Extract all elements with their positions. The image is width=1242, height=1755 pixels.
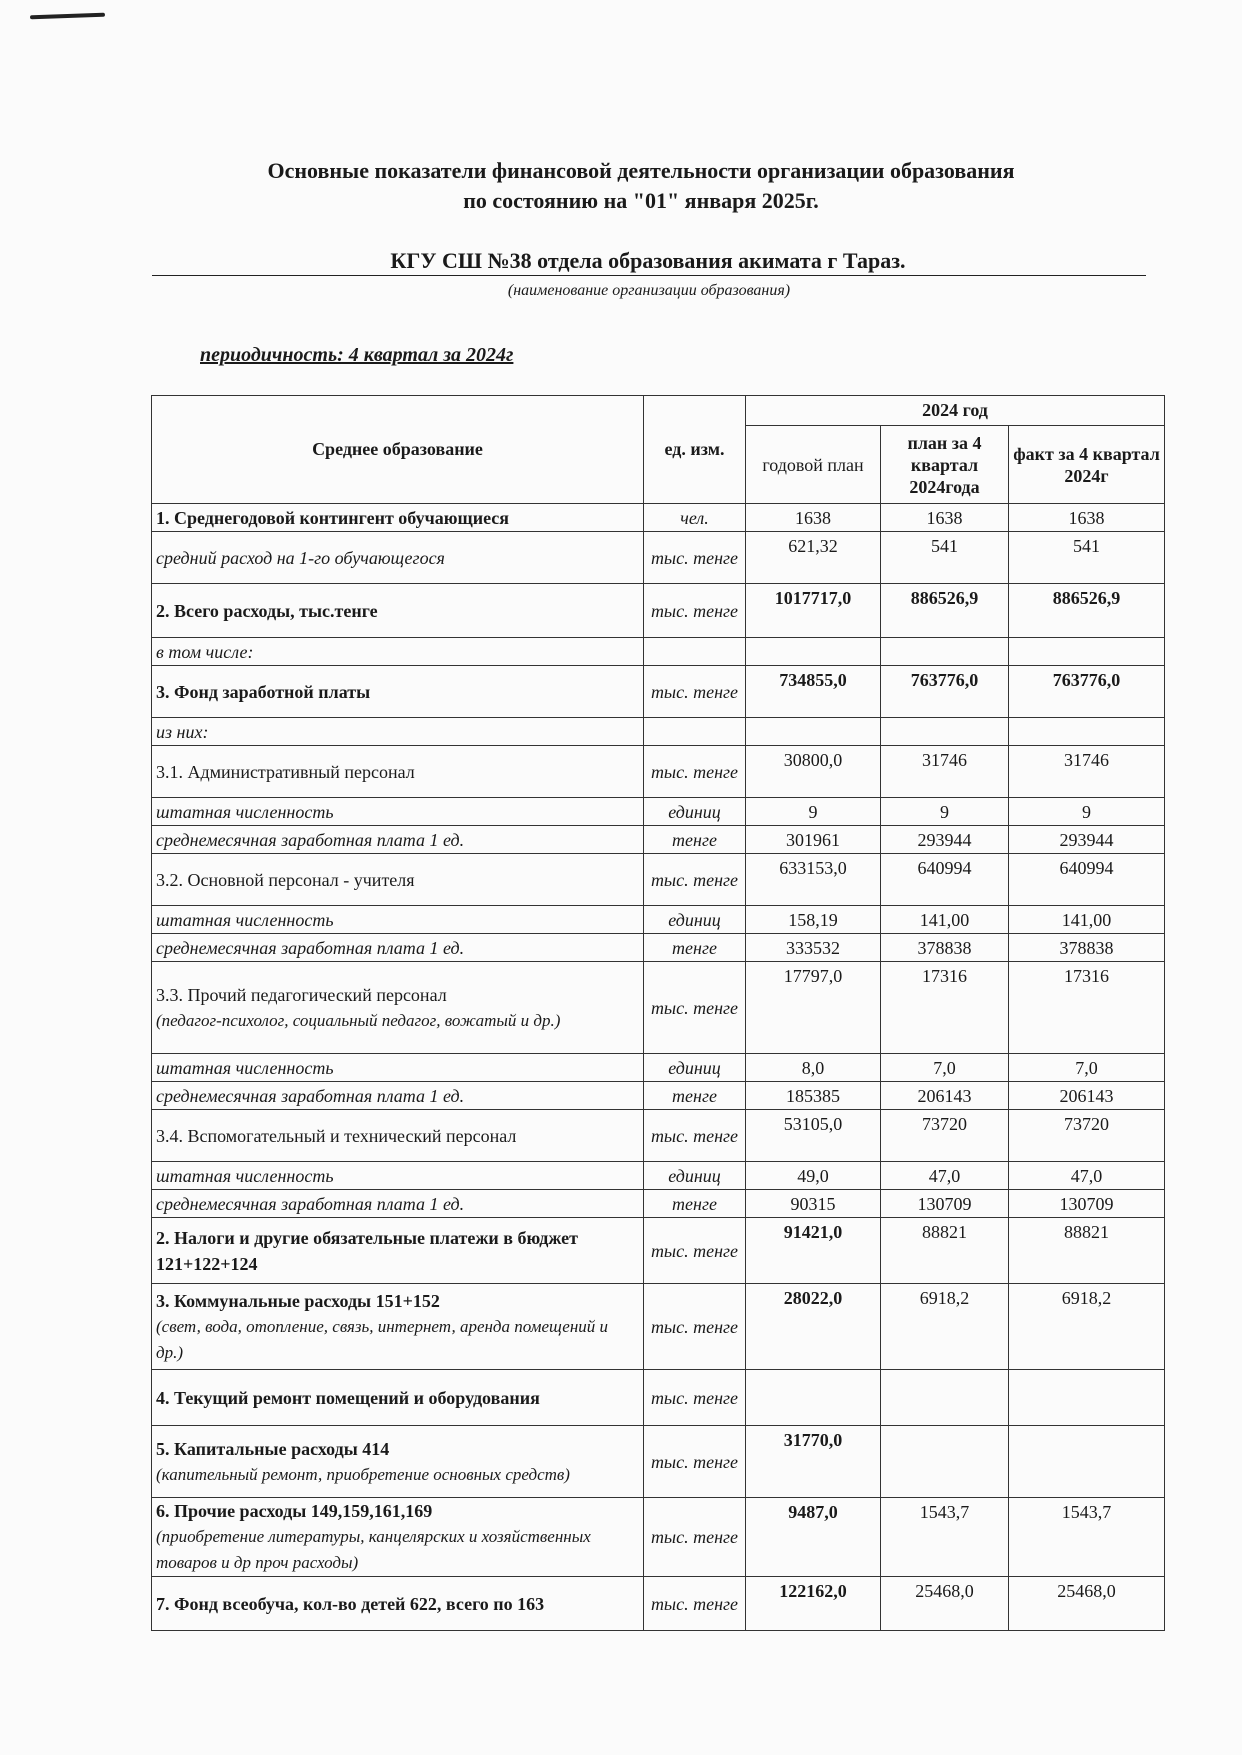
- table-row: [152, 1498, 1165, 1577]
- row-label: [152, 854, 644, 906]
- header-unit: ед. изм.: [644, 396, 746, 504]
- row-label-text: 3.3. Прочий педагогический персонал: [156, 984, 447, 1005]
- cell-fact: 1543,7: [1009, 1498, 1165, 1577]
- row-label-text: 2. Налоги и другие обязательные платежи в бюджет 121+122+124: [156, 1227, 578, 1274]
- row-unit: [644, 718, 746, 746]
- cell-annual: 301961: [746, 826, 881, 854]
- row-label: [152, 746, 644, 798]
- cell-annual: 158,19: [746, 906, 881, 934]
- table-row: [152, 962, 1165, 1054]
- cell-plan: 141,00: [881, 906, 1009, 934]
- cell-fact: 130709: [1009, 1190, 1165, 1218]
- table-row: [152, 1190, 1165, 1218]
- row-unit: тенге: [644, 826, 746, 854]
- cell-annual: [746, 718, 881, 746]
- document-title: Основные показатели финансовой деятельности организации образования: [267, 158, 1015, 183]
- table-row: [152, 1054, 1165, 1082]
- row-label-text: 2. Всего расходы, тыс.тенге: [156, 600, 378, 621]
- row-sublabel: (капительный ремонт, приобретение основных средств): [156, 1464, 570, 1484]
- cell-fact: 206143: [1009, 1082, 1165, 1110]
- table-row: [152, 718, 1165, 746]
- table-row: [152, 934, 1165, 962]
- cell-fact: 31746: [1009, 746, 1165, 798]
- cell-annual: 91421,0: [746, 1218, 881, 1284]
- document-title-date: по состоянию на "01" января 2025г.: [463, 188, 819, 213]
- cell-annual: 9487,0: [746, 1498, 881, 1577]
- cell-annual: 49,0: [746, 1162, 881, 1190]
- cell-fact: 640994: [1009, 854, 1165, 906]
- cell-annual: 9: [746, 798, 881, 826]
- cell-plan: 6918,2: [881, 1284, 1009, 1370]
- row-unit: тенге: [644, 1190, 746, 1218]
- row-label: [152, 666, 644, 718]
- cell-plan: 25468,0: [881, 1577, 1009, 1631]
- row-unit: тыс. тенге: [644, 962, 746, 1054]
- row-unit: тенге: [644, 1082, 746, 1110]
- cell-plan: [881, 638, 1009, 666]
- row-unit: тыс. тенге: [644, 1577, 746, 1631]
- table-row: [152, 666, 1165, 718]
- row-label-text: из них:: [156, 721, 209, 742]
- row-unit: единиц: [644, 906, 746, 934]
- row-label: [152, 1370, 644, 1426]
- cell-fact: 7,0: [1009, 1054, 1165, 1082]
- header-annual-plan: годовой план: [746, 426, 881, 504]
- row-label: [152, 638, 644, 666]
- cell-annual: 633153,0: [746, 854, 881, 906]
- row-label-text: 1. Среднегодовой контингент обучающиеся: [156, 507, 510, 528]
- cell-plan: 640994: [881, 854, 1009, 906]
- cell-annual: 122162,0: [746, 1577, 881, 1631]
- row-label: [152, 1426, 644, 1498]
- cell-plan: 31746: [881, 746, 1009, 798]
- row-label: [152, 934, 644, 962]
- cell-plan: 47,0: [881, 1162, 1009, 1190]
- cell-fact: 25468,0: [1009, 1577, 1165, 1631]
- cell-plan: 206143: [881, 1082, 1009, 1110]
- cell-fact: 293944: [1009, 826, 1165, 854]
- cell-annual: 734855,0: [746, 666, 881, 718]
- table-row: [152, 584, 1165, 638]
- cell-plan: [881, 718, 1009, 746]
- cell-plan: 763776,0: [881, 666, 1009, 718]
- row-label: [152, 1110, 644, 1162]
- row-label: [152, 718, 644, 746]
- row-label: [152, 826, 644, 854]
- row-unit: [644, 638, 746, 666]
- table-row: [152, 1577, 1165, 1631]
- row-label-text: 3.2. Основной персонал - учителя: [156, 869, 415, 890]
- cell-fact: 763776,0: [1009, 666, 1165, 718]
- row-unit: тыс. тенге: [644, 532, 746, 584]
- cell-fact: 6918,2: [1009, 1284, 1165, 1370]
- cell-plan: [881, 1370, 1009, 1426]
- corner-pen-mark: [30, 13, 105, 20]
- cell-annual: 333532: [746, 934, 881, 962]
- row-label: [152, 1190, 644, 1218]
- table-row: [152, 504, 1165, 532]
- row-unit: тыс. тенге: [644, 1218, 746, 1284]
- cell-plan: 7,0: [881, 1054, 1009, 1082]
- row-label: [152, 1162, 644, 1190]
- row-label-text: средний расход на 1-го обучающегося: [156, 547, 445, 568]
- row-label: [152, 1284, 644, 1370]
- row-unit: единиц: [644, 798, 746, 826]
- cell-fact: 541: [1009, 532, 1165, 584]
- cell-fact: 47,0: [1009, 1162, 1165, 1190]
- cell-fact: [1009, 1370, 1165, 1426]
- cell-annual: 90315: [746, 1190, 881, 1218]
- row-label: [152, 1082, 644, 1110]
- row-label-text: 6. Прочие расходы 149,159,161,169: [156, 1501, 433, 1521]
- organization-caption: (наименование организации образования): [507, 282, 791, 299]
- row-sublabel: (приобретение литературы, канцелярских и хозяйственных товаров и др проч расходы): [156, 1527, 591, 1572]
- row-label: [152, 798, 644, 826]
- row-label-text: штатная численность: [156, 801, 334, 822]
- row-label: [152, 1577, 644, 1631]
- row-label: [152, 1218, 644, 1284]
- table-row: [152, 1370, 1165, 1426]
- cell-annual: 1638: [746, 504, 881, 532]
- table-row: [152, 1218, 1165, 1284]
- row-sublabel: (педагог-психолог, социальный педагог, вожатый и др.): [156, 1010, 561, 1030]
- cell-annual: 31770,0: [746, 1426, 881, 1498]
- cell-plan: 378838: [881, 934, 1009, 962]
- cell-fact: [1009, 1426, 1165, 1498]
- row-unit: тыс. тенге: [644, 1370, 746, 1426]
- cell-annual: 185385: [746, 1082, 881, 1110]
- cell-fact: 88821: [1009, 1218, 1165, 1284]
- table-row: [152, 1110, 1165, 1162]
- row-label-text: в том числе:: [156, 641, 254, 662]
- row-unit: единиц: [644, 1054, 746, 1082]
- cell-annual: 1017717,0: [746, 584, 881, 638]
- row-unit: тыс. тенге: [644, 1426, 746, 1498]
- row-label-text: среднемесячная заработная плата 1 ед.: [156, 937, 465, 958]
- organization-name: КГУ СШ №38 отдела образования акимата г Тараз.: [390, 248, 906, 273]
- row-unit: тыс. тенге: [644, 1110, 746, 1162]
- table-row: [152, 1162, 1165, 1190]
- row-unit: тыс. тенге: [644, 666, 746, 718]
- cell-fact: [1009, 638, 1165, 666]
- cell-fact: [1009, 718, 1165, 746]
- row-label-text: 7. Фонд всеобуча, кол-во детей 622, всего по 163: [156, 1593, 545, 1614]
- row-unit: тыс. тенге: [644, 746, 746, 798]
- cell-fact: 141,00: [1009, 906, 1165, 934]
- row-unit: единиц: [644, 1162, 746, 1190]
- row-label-text: 4. Текущий ремонт помещений и оборудования: [156, 1387, 540, 1408]
- table-row: [152, 854, 1165, 906]
- row-label: [152, 1498, 644, 1577]
- cell-fact: 1638: [1009, 504, 1165, 532]
- row-label-text: 3.4. Вспомогательный и технический персонал: [156, 1125, 517, 1146]
- row-label-text: 5. Капитальные расходы 414: [156, 1438, 390, 1459]
- cell-plan: 886526,9: [881, 584, 1009, 638]
- row-label: [152, 504, 644, 532]
- financial-table: [151, 395, 1165, 1631]
- row-label-text: штатная численность: [156, 909, 334, 930]
- cell-plan: 73720: [881, 1110, 1009, 1162]
- row-sublabel: (свет, вода, отопление, связь, интернет, аренда помещений и др.): [156, 1316, 609, 1362]
- row-unit: тенге: [644, 934, 746, 962]
- cell-plan: 1543,7: [881, 1498, 1009, 1577]
- row-label-text: штатная численность: [156, 1165, 334, 1186]
- table-row: [152, 1082, 1165, 1110]
- row-label: [152, 584, 644, 638]
- header-plan-q4: план за 4 квартал 2024года: [881, 426, 1009, 504]
- row-label-text: штатная численность: [156, 1057, 334, 1078]
- row-label: [152, 906, 644, 934]
- row-unit: тыс. тенге: [644, 1498, 746, 1577]
- header-name: Среднее образование: [152, 396, 644, 504]
- cell-plan: 17316: [881, 962, 1009, 1054]
- cell-plan: 293944: [881, 826, 1009, 854]
- row-label-text: 3. Фонд заработной платы: [156, 681, 371, 702]
- periodicity: периодичность: 4 квартал за 2024г: [200, 344, 514, 366]
- row-unit: чел.: [644, 504, 746, 532]
- table-row: [152, 798, 1165, 826]
- cell-plan: 130709: [881, 1190, 1009, 1218]
- table-row: [152, 826, 1165, 854]
- row-unit: тыс. тенге: [644, 1284, 746, 1370]
- table-row: [152, 746, 1165, 798]
- row-label-text: 3. Коммунальные расходы 151+152: [156, 1290, 440, 1311]
- cell-annual: [746, 638, 881, 666]
- table-row: [152, 1284, 1165, 1370]
- cell-annual: [746, 1370, 881, 1426]
- cell-annual: 28022,0: [746, 1284, 881, 1370]
- cell-plan: 541: [881, 532, 1009, 584]
- cell-plan: 9: [881, 798, 1009, 826]
- cell-fact: 378838: [1009, 934, 1165, 962]
- row-label: [152, 532, 644, 584]
- cell-fact: 886526,9: [1009, 584, 1165, 638]
- cell-annual: 30800,0: [746, 746, 881, 798]
- cell-plan: 1638: [881, 504, 1009, 532]
- organization-underline: [152, 275, 1146, 276]
- table-row: [152, 1426, 1165, 1498]
- header-year: 2024 год: [746, 396, 1165, 426]
- cell-annual: 621,32: [746, 532, 881, 584]
- table-row: [152, 638, 1165, 666]
- row-label-text: среднемесячная заработная плата 1 ед.: [156, 829, 465, 850]
- header-row-1: [152, 396, 1165, 426]
- header-fact-q4: факт за 4 квартал 2024г: [1009, 426, 1165, 504]
- cell-fact: 9: [1009, 798, 1165, 826]
- cell-plan: 88821: [881, 1218, 1009, 1284]
- cell-fact: 17316: [1009, 962, 1165, 1054]
- row-label: [152, 1054, 644, 1082]
- cell-annual: 17797,0: [746, 962, 881, 1054]
- cell-annual: 53105,0: [746, 1110, 881, 1162]
- row-label-text: среднемесячная заработная плата 1 ед.: [156, 1085, 465, 1106]
- row-label: [152, 962, 644, 1054]
- table-row: [152, 532, 1165, 584]
- row-unit: тыс. тенге: [644, 584, 746, 638]
- cell-fact: 73720: [1009, 1110, 1165, 1162]
- row-label-text: среднемесячная заработная плата 1 ед.: [156, 1193, 465, 1214]
- cell-plan: [881, 1426, 1009, 1498]
- row-label-text: 3.1. Административный персонал: [156, 761, 415, 782]
- table-row: [152, 906, 1165, 934]
- row-unit: тыс. тенге: [644, 854, 746, 906]
- cell-annual: 8,0: [746, 1054, 881, 1082]
